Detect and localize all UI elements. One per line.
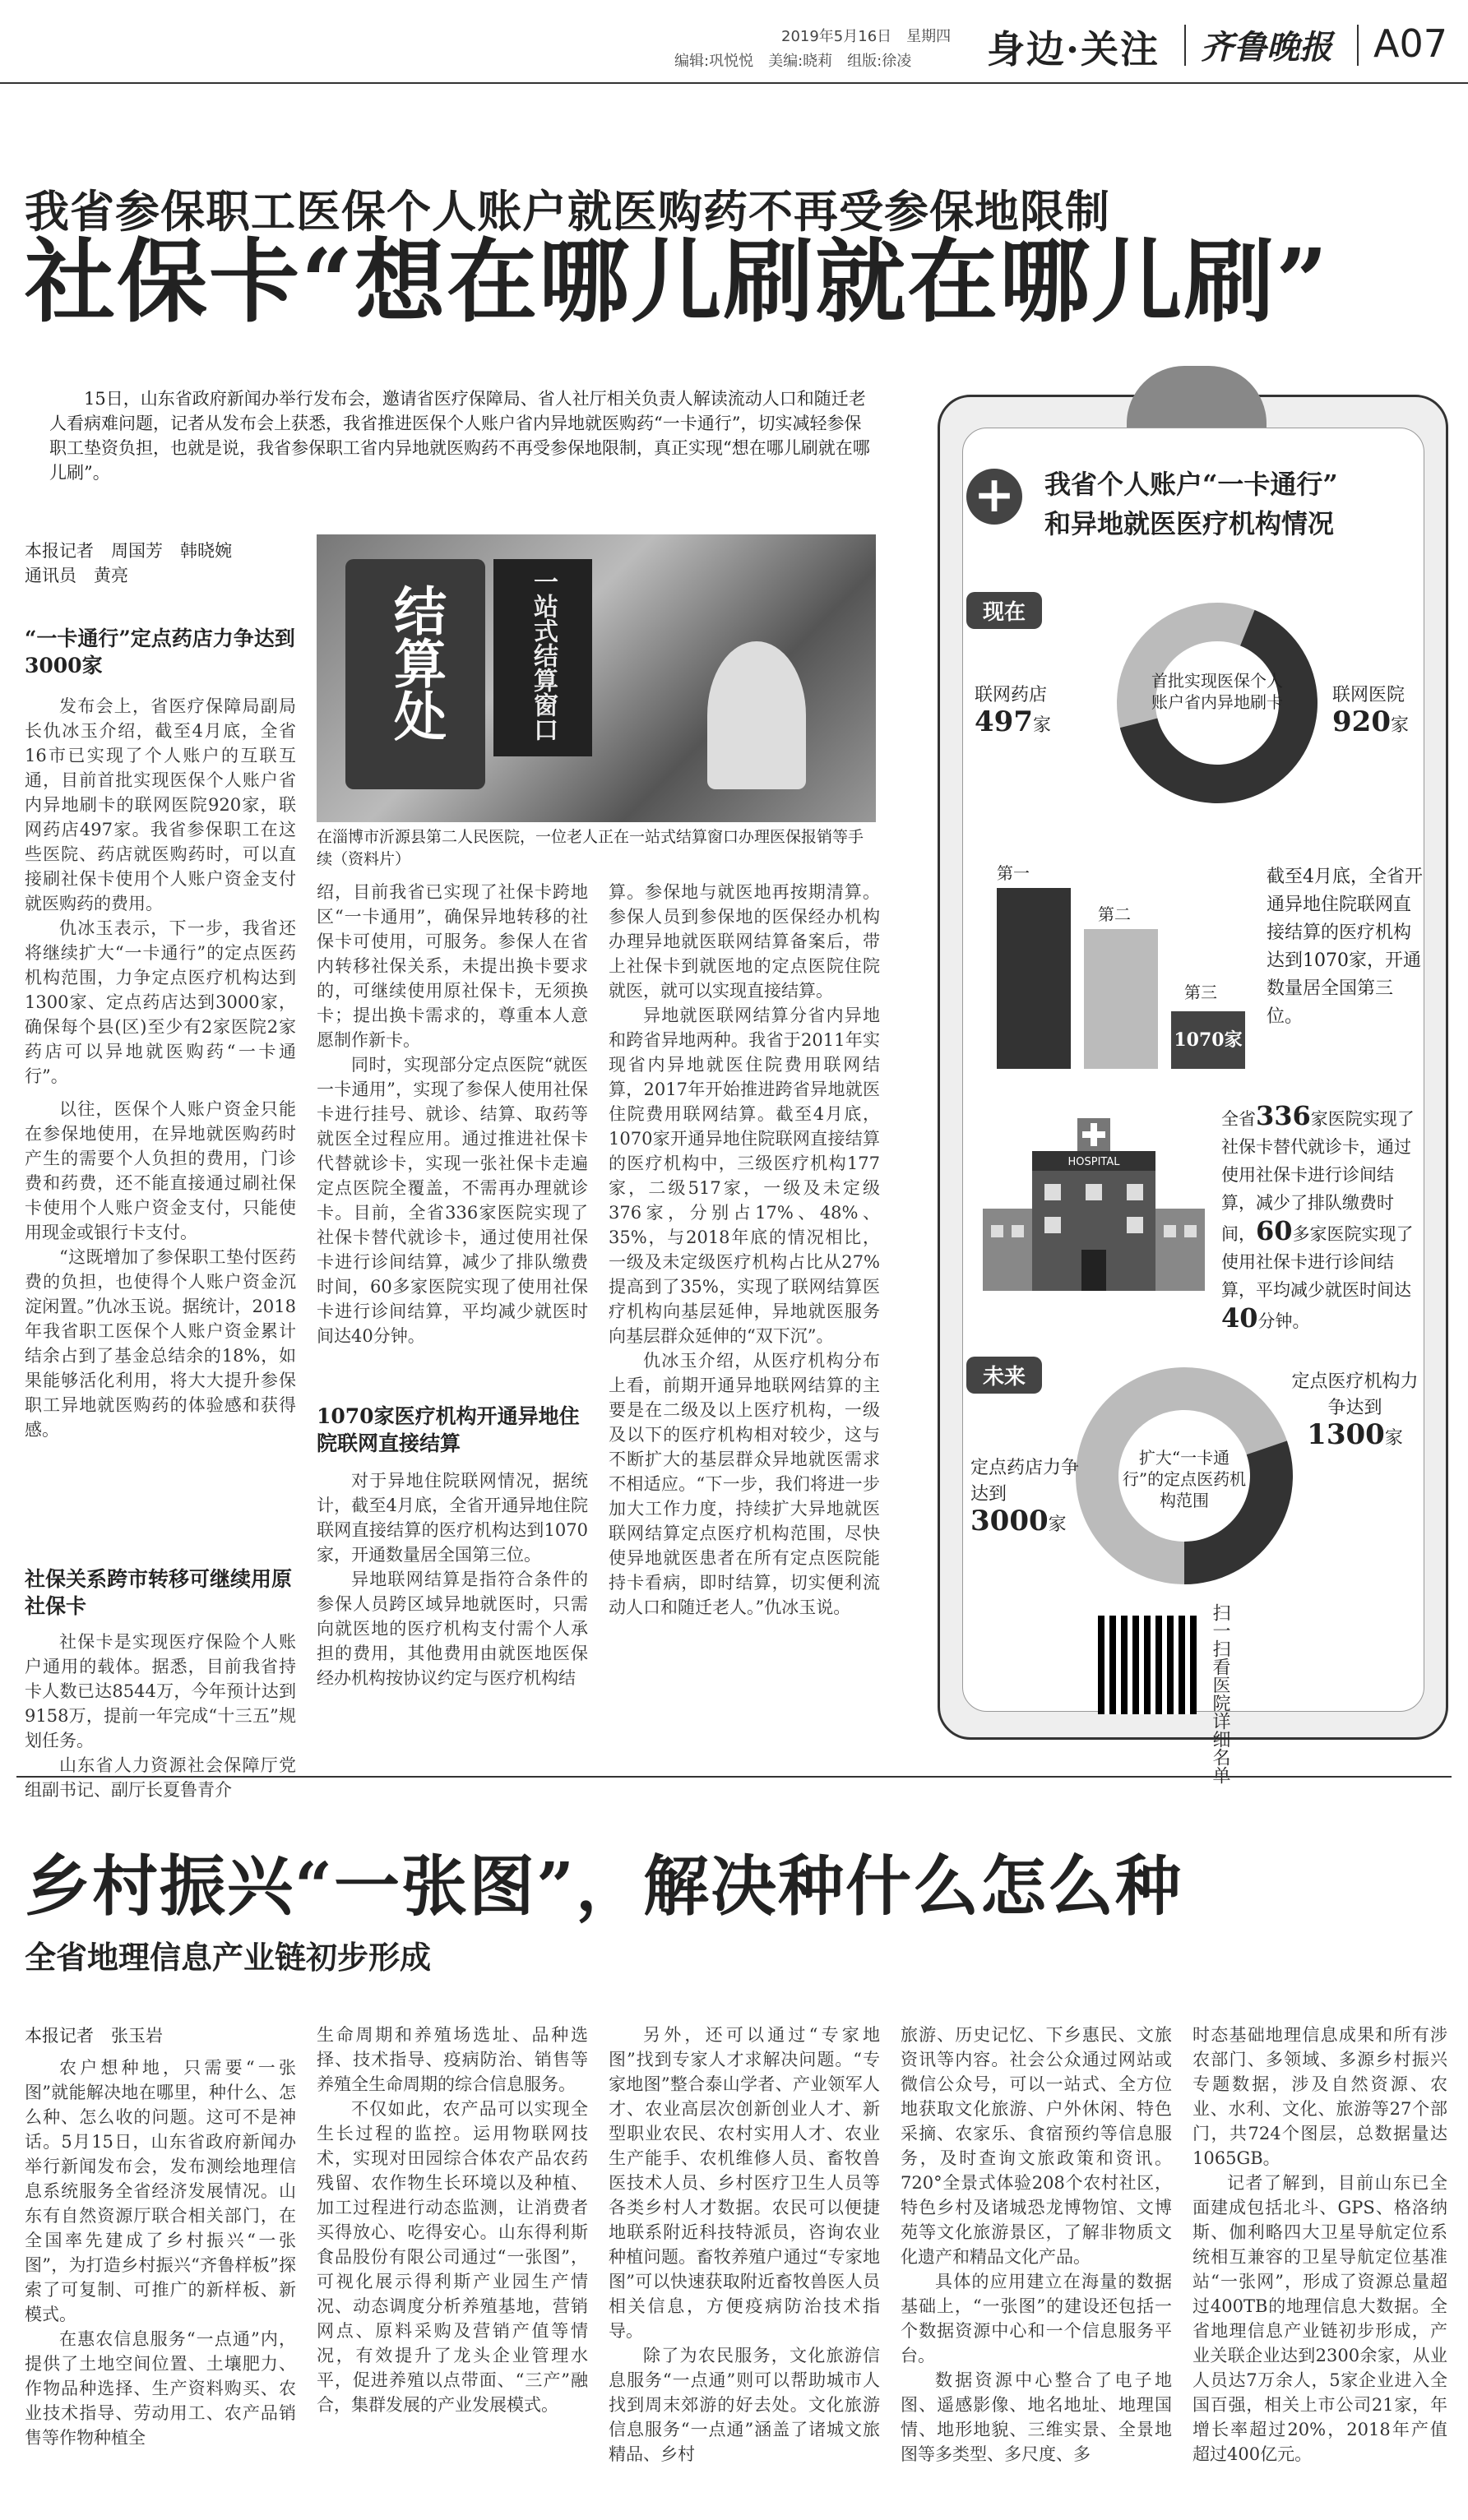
tag-now: 现在 [966,592,1042,629]
article-kicker: 我省参保职工医保个人账户就医购药不再受参保地限制 [25,185,1110,238]
text: 全省 [1221,1109,1256,1129]
bar-label: 第一 [997,863,1030,883]
hospital-icon [983,1118,1205,1291]
value: 920 [1332,705,1391,738]
byline-reporters: 本报记者 周国芳 韩晓婉 [25,541,232,561]
number: 40 [1221,1302,1258,1334]
column-text [25,1097,296,1557]
article-lead: 15日，山东省政府新闻办举行发布会，邀请省医疗保障局、省人社厅相关负责人解读流动人口和随迁老人看病难问题，记者从发布会上获悉，我省推进医保个人账户省内异地就医购药“一卡通行”，切实减轻参保职工垫资负担，也就是说，我省参保职工省内异地就医购药不再受参保地限制，真正实现“想在哪儿刷就在哪儿刷”。 [49,389,870,483]
paragraph: 生命周期和养殖场选址、品种选择、技术指导、疫病防治、销售等养殖全生命周期的综合信息服务。 [317,2025,588,2094]
page-number: A07 [1373,21,1448,66]
paragraph: 发布会上，省医疗保障局副局长仇冰玉介绍，截至4月底，全省16市已实现了个人账户的互联互通，目前首批实现医保个人账户省内异地刷卡的联网医院920家，联网药店497家。我省参保职工在这些医院、药店就医购药时，可以直接刷社保卡使用个人账户资金支付就医购药的费用。 [25,696,296,913]
header-rule [0,82,1468,84]
article2-column-2 [317,2023,588,2508]
hospital-note [1221,1102,1427,1335]
label: 定点药店力争达到 [970,1458,1080,1505]
label: 联网医院 [1332,685,1405,705]
value: 3000 [970,1505,1049,1537]
paragraph: 在惠农信息服务“一点通”内，提供了土地空间位置、土壤肥力、作物品种选择、生产资料购买、农业技术指导、劳动用工、农产品销售等作物种植全 [25,2329,296,2448]
paragraph: 异地联网结算是指符合条件的参保人员跨区域异地就医时，只需向就医地的医疗机构支付需个人承担的费用，其他费用由就医地医保经办机构按协议约定与医疗机构结 [317,1570,588,1688]
pie-now-left-label [975,682,1051,739]
subheading: 社保关系跨市转移可继续用原社保卡 [25,1567,293,1618]
paragraph: 同时，实现部分定点医院“就医一卡通用”，实现了参保人使用社保卡进行挂号、就诊、结算、取药等就医全过程应用。通过推进社保卡代替就诊卡，实现一张社保卡走遍定点医院全覆盖，不需再办理就诊卡。目前，全省336家医院实现了社保卡替代就诊卡，通过使用社保卡进行诊间结算，减少了排队缴费时间，60多家医院实现了使用社保卡进行诊间结算，平均减少就医时间达40分钟。 [317,1055,588,1346]
paragraph: 数据资源中心整合了电子地图、遥感影像、地名地址、地理国情、地形地貌、三维实景、全景地图等多类型、多尺度、多 [901,2370,1172,2464]
article2-byline: 本报记者 张玉岩 [25,2026,163,2046]
medical-cross-icon: + [966,469,1022,525]
column-text [317,880,588,1389]
article2-column-5 [1192,2023,1447,2508]
article2-column-3 [609,2023,880,2508]
photo-person [707,641,806,789]
unit: 家 [1048,1514,1067,1535]
clipboard-clip [1127,366,1267,432]
bar-label: 第二 [1098,904,1131,924]
paragraph: 绍，目前我省已实现了社保卡跨地区“一卡通用”，确保异地转移的社保卡可使用，可服务。参保人在省内转移社保关系，未提出换卡要求的，可继续使用原社保卡，无须换卡；提出换卡需求的，尊重本人意愿制作新卡。 [317,882,588,1050]
infographic-title-line: 和异地就医医疗机构情况 [1044,508,1335,539]
value: 1300 [1307,1418,1385,1451]
article-headline: 社保卡“想在哪儿刷就在哪儿刷” [25,229,1330,335]
article2-subhead: 全省地理信息产业链初步形成 [25,1939,432,1976]
unit: 家 [1384,1428,1403,1449]
paragraph: 时态基础地理信息成果和所有涉农部门、多领域、多源乡村振兴专题数据，涉及自然资源、农业、水利、文化、旅游等27个部门，共724个图层，总数据量达1065GB。 [1192,2025,1447,2168]
paragraph: 旅游、历史记忆、下乡惠民、文旅资讯等内容。社会公众通过网站或微信公众号，可以一站式、全方位地获取文化旅游、户外休闲、特色采摘、农家乐、食宿预约等信息服务，及时查询文旅政策和资讯。720°全景式体验208个农村社区，特色乡村及诸城恐龙博物馆、文博苑等文化旅游景区，了解非物质文化遗产和精品文化产品。 [901,2025,1172,2267]
subheading: “一卡通行”定点药店力争达到3000家 [25,627,295,677]
bar-third: 1070家 [1171,1011,1245,1069]
paragraph: “这既增加了参保职工垫付医药费的负担，也使得个人账户资金沉淀闲置。”仇冰玉说。据统计，2018年我省职工医保个人账户资金累计结余占到了基金总结余的18%，如果能够活化利用，将大大提升参保职工异地就医购药的体验感和获得感。 [25,1247,296,1440]
label: 联网药店 [975,685,1048,705]
text: 分钟。 [1257,1311,1310,1331]
unit: 家 [1390,715,1409,736]
bar-chart [987,855,1258,1069]
column-text [25,1630,296,1843]
article2-column-1 [25,2055,296,2508]
paragraph: 具体的应用建立在海量的数据基础上，“一张图”的建设还包括一个数据资源中心和一个信息服务平台。 [901,2272,1172,2365]
pie-future-left-label [970,1455,1086,1538]
article-byline [25,539,296,588]
header-divider [1357,25,1359,66]
bar-chart-note: 截至4月底，全省开通异地住院联网直接结算的医疗机构达到1070家，开通数量居全国第三位。 [1267,867,1423,1027]
issue-date: 2019年5月16日 星期四 [781,28,952,45]
subheading: 1070家医疗机构开通异地住院联网直接结算 [317,1404,580,1455]
photo-sign [345,559,485,789]
bar-first [997,888,1071,1069]
infographic-title-line: 我省个人账户“一卡通行” [1044,469,1338,500]
paragraph: 仇冰玉表示，下一步，我省还将继续扩大“一卡通行”的定点医药机构范围，力争定点医疗机构达到1300家、定点药店达到3000家，确保每个县(区)至少有2家医院2家药店可以异地就医购药“一卡通行”。 [25,918,296,1086]
paragraph: 算。参保地与就医地再按期清算。参保人员到参保地的医保经办机构办理异地就医联网结算备案后，带上社保卡到就医地的定点医院住院就医，就可以实现直接结算。 [609,882,880,1001]
label: 定点医疗机构力争达到 [1291,1371,1419,1418]
editor-credits: 编辑:巩悦悦 美编:晓莉 组版:徐凌 [674,53,912,70]
paragraph: 除了为农民服务，文化旅游信息服务“一点通”则可以帮助城市人找到周末郊游的好去处。文化旅游信息服务“一点通”涵盖了诸城文旅精品、乡村 [609,2346,880,2464]
bar-label: 第三 [1184,983,1217,1002]
unit: 家 [1032,715,1051,736]
qr-caption: 扫一扫看医院详细名单 [1210,1603,1230,1784]
paragraph: 农户想种地，只需要“一张图”就能解决地在哪里，种什么、怎么种、怎么收的问题。这可不是神话。5月15日，山东省政府新闻办举行新闻发布会，发布测绘地理信息系统服务全省经济发展情况。山东有自然资源厅联合相关部门，在全国率先建成了乡村振兴“一张图”，为打造乡村振兴“齐鲁样板”探索了可复制、可推广的新样板、新模式。 [25,2058,296,2324]
newspaper-logo: 齐鲁晚报 [1201,28,1332,67]
article-column-1 [25,625,296,1843]
number: 336 [1256,1100,1311,1131]
bar-second [1084,929,1158,1069]
column-text [609,880,880,1735]
photo-sign-text: 结算处 [385,584,447,742]
tag-future: 未来 [966,1357,1042,1394]
svg-text:HOSPITAL: HOSPITAL [1067,1156,1120,1168]
paragraph: 社保卡是实现医疗保险个人账户通用的载体。据悉，目前我省持卡人数已达8544万，今年预计达到9158万，提前一年完成“十三五”规划任务。 [25,1632,296,1750]
paragraph: 异地就医联网结算分省内异地和跨省异地两种。我省于2011年实现省内异地就医住院费用联网结算，2017年开始推进跨省异地就医住院费用联网结算。截至4月底，1070家开通异地住院联网直接结算的医疗机构中，三级医疗机构177家，二级517家，一级及未定级376家，分别占17%、48%、35%，与2018年底的情况相比，一级及未定级医疗机构占比从27%提高到了35%，实现了联网结算医疗机构向基层延伸，异地就医服务向基层群众延伸的“双下沉”。 [609,1006,880,1346]
section-title: 身边·关注 [987,27,1160,72]
paragraph: 仇冰玉介绍，从医疗机构分布上看，前期开通异地联网结算的主要是在二级及以上医疗机构，一级及以下的医疗机构相对较少，这与不断扩大的基层群众异地就医需求不相适应。“下一步，我们将进一步加大工作力度，持续扩大异地就医联网结算定点医疗机构范围，尽快使异地就医患者在所有定点医院能持卡看病，即时结算，切实便利流动人口和随迁老人。”仇冰玉说。 [609,1351,880,1617]
photo-window-sign [493,559,592,756]
article-column-3 [609,880,880,1735]
paragraph: 另外，还可以通过“专家地图”找到专家人才求解决问题。“专家地图”整合泰山学者、产业领军人才、农业高层次创新创业人才、新型职业农民、农村实用人才、农业生产能手、农机维修人员、畜牧兽医技术人员、乡村医疗卫生人员等各类乡村人才数据。农民可以便捷地联系附近科技特派员，咨询农业种植问题。畜牧养殖户通过“专家地图”可以快速获取附近畜牧兽医人员相关信息，方便疫病防治技术指导。 [609,2025,880,2341]
paragraph: 山东省人力资源社会保障厅党组副书记、副厅长夏鲁青介 [25,1755,296,1800]
paragraph: 以往，医保个人账户资金只能在参保地使用，在异地就医购药时产生的需要个人负担的费用，门诊费和药费，还不能直接通过刷社保卡使用个人账户资金支付，只能使用现金或银行卡支付。 [25,1099,296,1242]
article2-column-4 [901,2023,1172,2508]
value: 497 [975,705,1033,738]
pie-future-center: 扩大“一卡通行”的定点医药机构范围 [1122,1448,1247,1510]
paragraph: 不仅如此，农产品可以实现全生长过程的监控。运用物联网技术，实现对田园综合体农产品农药残留、农作物生长环境以及种植、加工过程进行动态监测，让消费者买得放心、吃得安心。山东得利斯食品股份有限公司通过“一张图”，可视化展示得利斯产业园生产情况、动态调度分析养殖基地，营销网点、原料采购及营销产值等情况，有效提升了龙头企业管理水平，促进养殖以点带面、“三产”融合，集群发展的产业发展模式。 [317,2099,588,2415]
pie-now-center: 首批实现医保个人账户省内异地刷卡 [1151,671,1283,712]
article-column-2 [317,880,588,1781]
text: 多家医院实现了使用社保卡进行诊间结算，平均减少就医时间达 [1221,1224,1414,1300]
paragraph: 对于异地住院联网情况，据统计，截至4月底，全省开通异地住院联网直接结算的医疗机构达到1070家，开通数量居全国第三位。 [317,1471,588,1565]
qr-code-icon[interactable] [1098,1616,1197,1714]
number: 60 [1256,1215,1293,1246]
column-text [317,1468,588,1781]
column-text [25,694,296,1097]
paragraph: 记者了解到，目前山东已全面建成包括北斗、GPS、格洛纳斯、伽利略四大卫星导航定位系统相互兼容的卫星导航定位基准站“一张网”，形成了资源总量超过400TB的地理信息大数据。全省地理信息产业链初步形成，产业关联企业达到2300余家，从业人员达7万余人，5家企业进入全国百强，相关上市公司21家，年增长率超过20%，2018年产值超过400亿元。 [1192,2173,1447,2464]
article2-headline: 乡村振兴“一张图”，解决种什么怎么种 [25,1847,1183,1925]
section-rule [16,1776,1452,1778]
infographic-title [1044,465,1431,543]
pie-future-right-label [1283,1369,1427,1452]
photo-window-text: 一站式结算窗口 [529,569,558,742]
header-divider [1184,25,1186,66]
pie-now-right-label [1332,682,1409,739]
photo-caption: 在淄博市沂源县第二人民医院，一位老人正在一站式结算窗口办理医保报销等手续（资料片） [317,828,864,868]
byline-correspondent: 通讯员 黄亮 [25,566,128,585]
text: 家医院实现了社保卡替代就诊卡，通过使用社保卡进行诊间结算，减少了排队缴费时间， [1221,1109,1415,1244]
